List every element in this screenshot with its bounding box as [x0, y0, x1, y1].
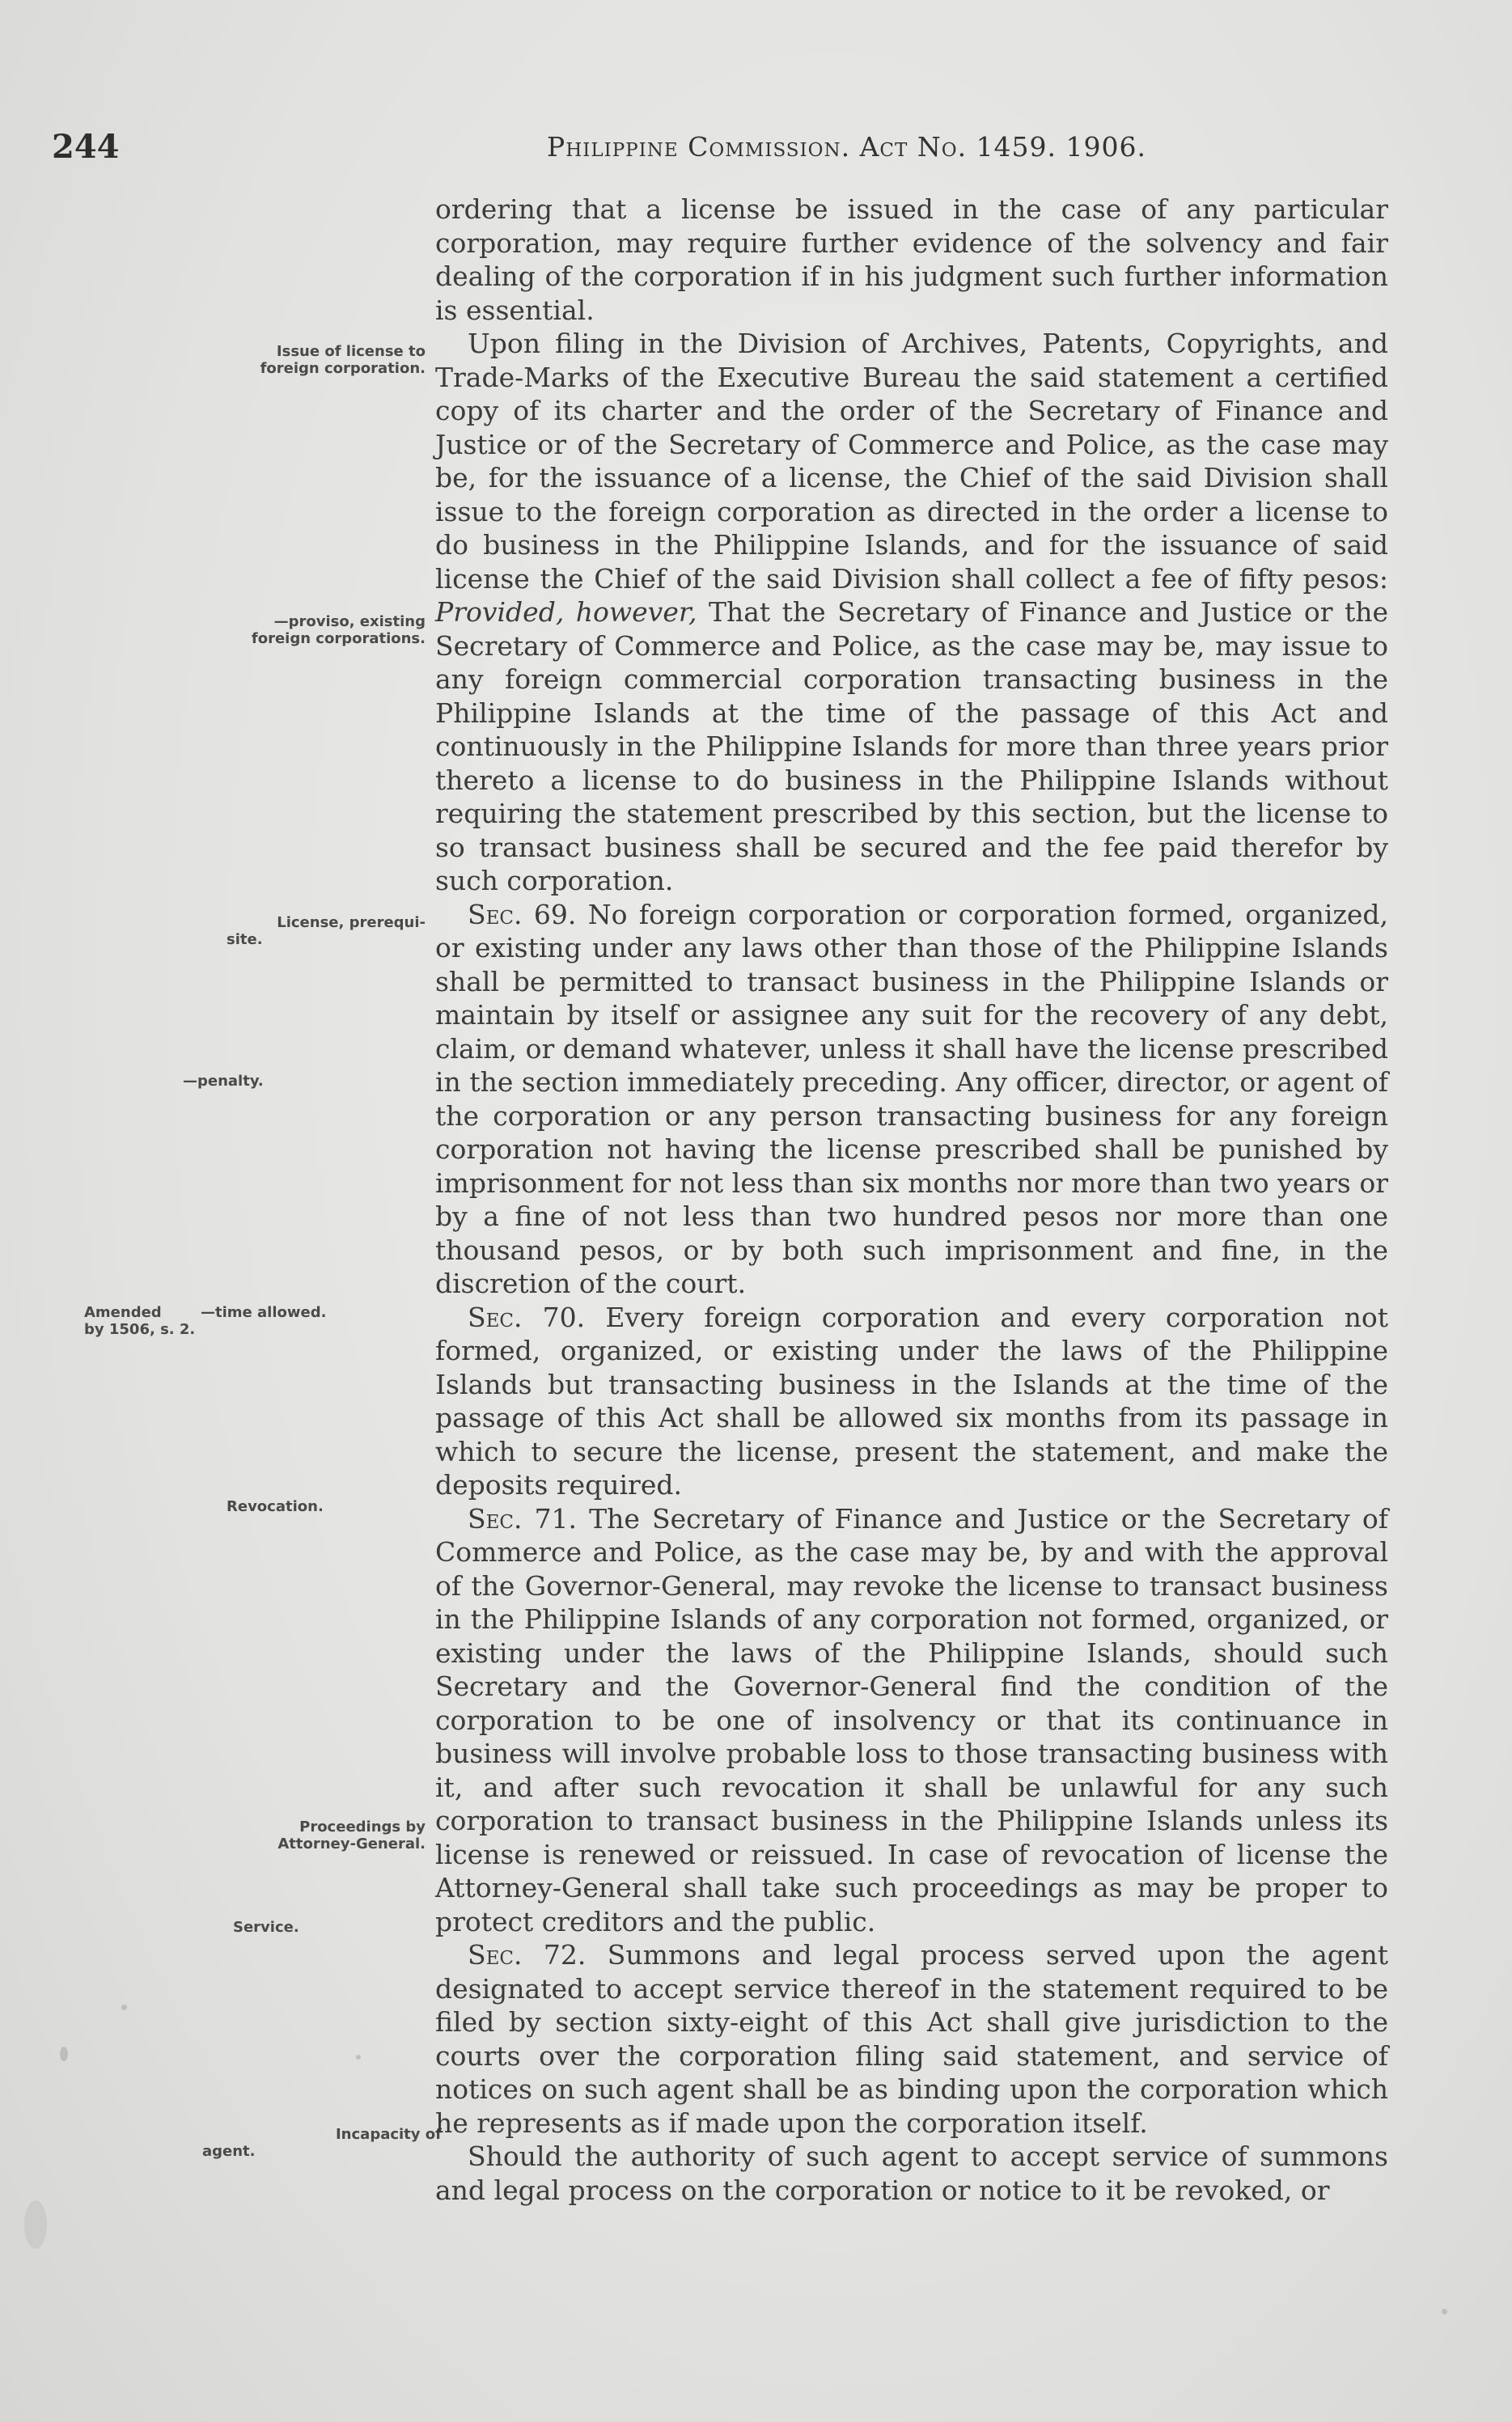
section-72 [435, 1938, 1388, 2140]
margin-note-line: —proviso, existing [273, 613, 426, 630]
scan-speck [356, 2055, 361, 2060]
section-69 [435, 898, 1388, 1301]
margin-note-time-allowed [201, 1304, 468, 1321]
paragraph-text: That the Secretary of Finance and Justice or the Secretary of Commerce and Police, as the case may be, may issue to any foreign commercial corporation transacting business in the Philippine Islands at the time of the passage of this Act and continuously in the Philippine Islands for more than three years prior thereto a license to do business in the Philippine Islands without requiring the statement prescribed by this section, but the license to so transact business shall be secured and the fee paid therefor by such corporation. [435, 596, 1388, 896]
margin-note-line: Attorney-General. [277, 1836, 426, 1852]
running-head: Philippine Commission. Act No. 1459. 1906. [547, 131, 1146, 163]
section-text: Summons and legal process served upon the agent designated to accept service thereof in the statement required to be filed by section sixty-eight of this Act shall give jurisdiction to the courts over the corporation filing said statement, and service of notices on such agent shall be as binding upon the corporation which he represents as if made upon the corporation itself. [435, 1939, 1388, 2139]
margin-note-line: site. [227, 931, 263, 948]
margin-note-line: agent. [202, 2143, 256, 2160]
section-text: The Secretary of Finance and Justice or the Secretary of Commerce and Police, as the case may be, by and with the approval of the Governor-General, may revoke the license to transact business in the Philippine Islands of any corporation not formed, organized, or existing under the laws of the Philippine Islands, should such Secretary and the Governor-General find the condition of the corporation to be one of insolvency or that its continuance in business will involve probable loss to those transacting business with it, and after such revocation it shall be unlawful for any such corporation to transact business in the Philippine Islands unless its license is renewed or reissued. In case of revocation of license the Attorney-General shall take such proceedings as may be proper to protect creditors and the public. [435, 1502, 1388, 1937]
margin-note-line: by 1506, s. 2. [84, 1321, 196, 1338]
section-label: Sec. 69. [468, 898, 577, 930]
paragraph-continuation: ordering that a license be issued in the case of any particular corporation, may require further evidence of the solvency and fair dealing of the corporation if in his judgment such further information is essential. [435, 193, 1388, 326]
margin-note-proceedings [159, 1819, 426, 1852]
page-number: 244 [52, 128, 120, 166]
margin-note-proviso [159, 613, 426, 647]
section-70 [435, 1301, 1388, 1502]
section-label: Sec. 71. [468, 1502, 578, 1535]
margin-note-issue-of-license [159, 343, 426, 377]
margin-note-penalty [183, 1073, 450, 1090]
margin-note-line: foreign corporations. [251, 630, 426, 647]
margin-note-line: Service. [233, 1919, 299, 1936]
section-label: Sec. 72. [468, 1939, 587, 1971]
margin-note-line: License, prerequi- [277, 914, 426, 931]
section-text: Every foreign corporation and every corporation not formed, organized, or existing under the laws of the Philippine Islands but transacting business in the Islands at the time of the passage of this Act shall be allowed six months from its passage in which to secure the license, present the statement, and make the deposits required. [435, 1301, 1388, 1501]
margin-note-line: Proceedings by [299, 1819, 426, 1836]
scan-speck [121, 2005, 127, 2010]
scan-speck [60, 2047, 68, 2061]
margin-note-license-prerequisite [159, 914, 426, 948]
body-text [435, 193, 1388, 2207]
section-text: No foreign corporation or corporation formed, organized, or existing under any laws other than those of the Philippine Islands shall be permitted to transact business in the Philippine Islands or maintain by itself or assignee any suit for the recovery of any debt, claim, or demand whatever, unless it shall have the license prescribed in the section immediately preceding. Any officer, director, or agent of the corporation or any person transacting business for any foreign corporation not having the license prescribed shall be punished by imprisonment for not less than six months nor more than two years or by a fine of not less than two hundred pesos nor more than one thousand pesos, or by both such imprisonment and fine, in the discretion of the court. [435, 898, 1388, 1299]
margin-note-amended [84, 1304, 195, 1338]
paragraph-issue-of-license [435, 327, 1388, 898]
scan-speck [24, 2200, 47, 2249]
section-71 [435, 1502, 1388, 1939]
paragraph-text: Upon filing in the Division of Archives, Patents, Copyrights, and Trade-Marks of the Executive Bureau the said statement a certified copy of its charter and the order of the Secretary of Finance and Justice or of the Secretary of Commerce and Police, as the case may be, for the issuance of a license, the Chief of the said Division shall issue to the foreign corporation as directed in the order a license to do business in the Philippine Islands, and for the issuance of said license the Chief of the said Division shall collect a fee of fifty pesos: [435, 328, 1388, 595]
margin-note-line: —time allowed. [201, 1304, 327, 1321]
paragraph-incapacity: Should the authority of such agent to accept service of summons and legal process on the corporation or notice to it be revoked, or [435, 2140, 1388, 2206]
margin-note-line: Incapacity of [335, 2126, 442, 2143]
margin-note-line: Amended [84, 1304, 162, 1321]
section-label: Sec. 70. [468, 1301, 586, 1333]
margin-note-line: foreign corporation. [260, 360, 426, 377]
margin-note-incapacity [159, 2126, 442, 2160]
margin-note-line: Revocation. [227, 1498, 324, 1515]
scan-speck [1442, 2309, 1447, 2314]
margin-note-line: Issue of license to [276, 343, 426, 360]
margin-note-line: —penalty. [183, 1073, 264, 1090]
proviso-italic: Provided, however, [435, 596, 697, 628]
